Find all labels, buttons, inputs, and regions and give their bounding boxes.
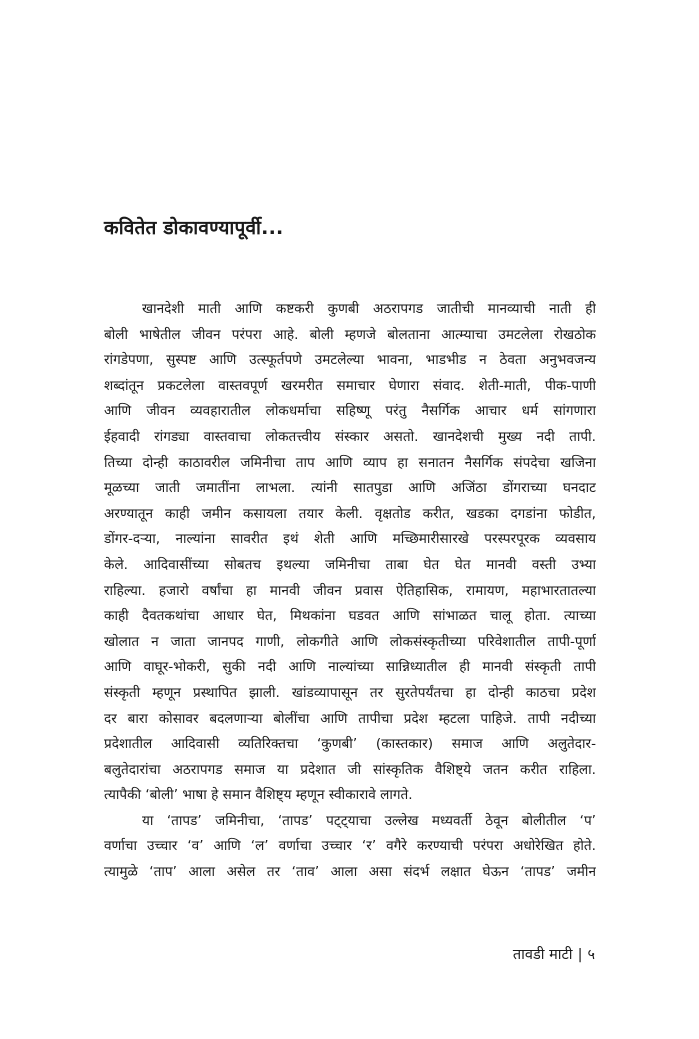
footer-separator: | — [577, 947, 583, 963]
paragraph-line: त्यापैकी ‘बोली’ भाषा हे समान वैशिष्ट्य म्हणून स्वीकारावे लागते. — [104, 787, 413, 804]
paragraph-line: दर बारा कोसावर बदलणाऱ्या बोलींचा आणि तापीचा प्रदेश म्हटला पाहिजे. तापी नदीच्या — [104, 710, 596, 727]
page-footer — [513, 944, 595, 964]
body-text — [104, 297, 596, 886]
page-number: ५ — [587, 947, 595, 963]
paragraph-line: या ‘तापड’ जमिनीचा, ‘तापड’ पट्ट्याचा उल्लेख मध्यवर्ती ठेवून बोलीतील ‘प’ — [142, 812, 596, 829]
paragraph-line: रांगडेपणा, सुस्पष्ट आणि उत्स्फूर्तपणे उमटलेल्या भावना, भाडभीड न ठेवता अनुभवजन्य — [104, 352, 596, 369]
paragraph-line: बलुतेदारांचा अठरापगड समाज या प्रदेशात जी सांस्कृतिक वैशिष्ट्ये जतन करीत राहिला. — [104, 761, 596, 778]
paragraph-line: राहिल्या. हजारो वर्षांचा हा मानवी जीवन प्रवास ऐतिहासिक, रामायण, महाभारतातल्या — [104, 582, 596, 599]
paragraph-line: ईहवादी रांगड्या वास्तवाचा लोकतत्त्वीय संस्कार असतो. खानदेशची मुख्य नदी तापी. — [104, 428, 596, 445]
chapter-title: कवितेत डोकावण्यापूर्वी... — [104, 217, 284, 239]
paragraph-line: आणि जीवन व्यवहारातील लोकधर्माचा सहिष्णू परंतु नैसर्गिक आचार धर्म सांगणारा — [104, 403, 596, 420]
paragraph-line: आणि वाघूर-भोकरी, सुकी नदी आणि नाल्यांच्या सान्निध्यातील ही मानवी संस्कृती तापी — [104, 659, 596, 676]
paragraph-line: खानदेशी माती आणि कष्टकरी कुणबी अठरापगड जातीची मानव्याची नाती ही — [142, 301, 596, 317]
paragraph-line: डोंगर-दऱ्या, नाल्यांना सावरीत इथं शेती आणि मच्छिमारीसारखे परस्परपूरक व्यवसाय — [104, 531, 596, 548]
paragraph-line: वर्णाचा उच्चार ‘व’ आणि ‘ल’ वर्णाचा उच्चार ‘र’ वगैरे करण्याची परंपरा अधोरेखित होते. — [104, 838, 596, 855]
paragraph-line: तिच्या दोन्ही काठावरील जमिनीचा ताप आणि व्याप हा सनातन नैसर्गिक संपदेचा खजिना — [104, 454, 596, 471]
paragraph-line: अरण्यातून काही जमीन कसायला तयार केली. वृक्षतोड करीत, खडका दगडांना फोडीत, — [104, 505, 596, 522]
paragraph-line: त्यामुळे ‘ताप’ आला असेल तर ‘ताव’ आला असा संदर्भ लक्षात घेऊन ‘तापड’ जमीन — [104, 864, 596, 881]
paragraph-line: काही दैवतकथांचा आधार घेत, मिथकांना घडवत आणि सांभाळत चालू होता. त्याच्या — [104, 608, 596, 625]
paragraph-line: खोलात न जाता जानपद गाणी, लोकगीते आणि लोकसंस्कृतीच्या परिवेशातील तापी-पूर्णा — [104, 633, 596, 650]
paragraph-line: केले. आदिवासींच्या सोबतच इथल्या जमिनीचा ताबा घेत घेत मानवी वस्ती उभ्या — [104, 556, 596, 573]
running-footer-title: तावडी माटी — [512, 947, 573, 963]
paragraph-line: प्रदेशातील आदिवासी व्यतिरिक्तचा ‘कुणबी’ (कास्तकार) समाज आणि अलुतेदार- — [104, 736, 596, 753]
paragraph-line: संस्कृती म्हणून प्रस्थापित झाली. खांडव्यापासून तर सुरतेपर्यंतचा हा दोन्ही काठचा प्रदेश — [104, 684, 596, 701]
paragraph-line: मूळच्या जाती जमातींना लाभला. त्यांनी सातपुडा आणि अजिंठा डोंगराच्या घनदाट — [104, 480, 596, 497]
paragraph-line: शब्दांतून प्रकटलेला वास्तवपूर्ण खरमरीत समाचार घेणारा संवाद. शेती-माती, पीक-पाणी — [104, 377, 596, 394]
paragraph-line: बोली भाषेतील जीवन परंपरा आहे. बोली म्हणजे बोलताना आत्म्याचा उमटलेला रोखठोक — [104, 326, 596, 343]
